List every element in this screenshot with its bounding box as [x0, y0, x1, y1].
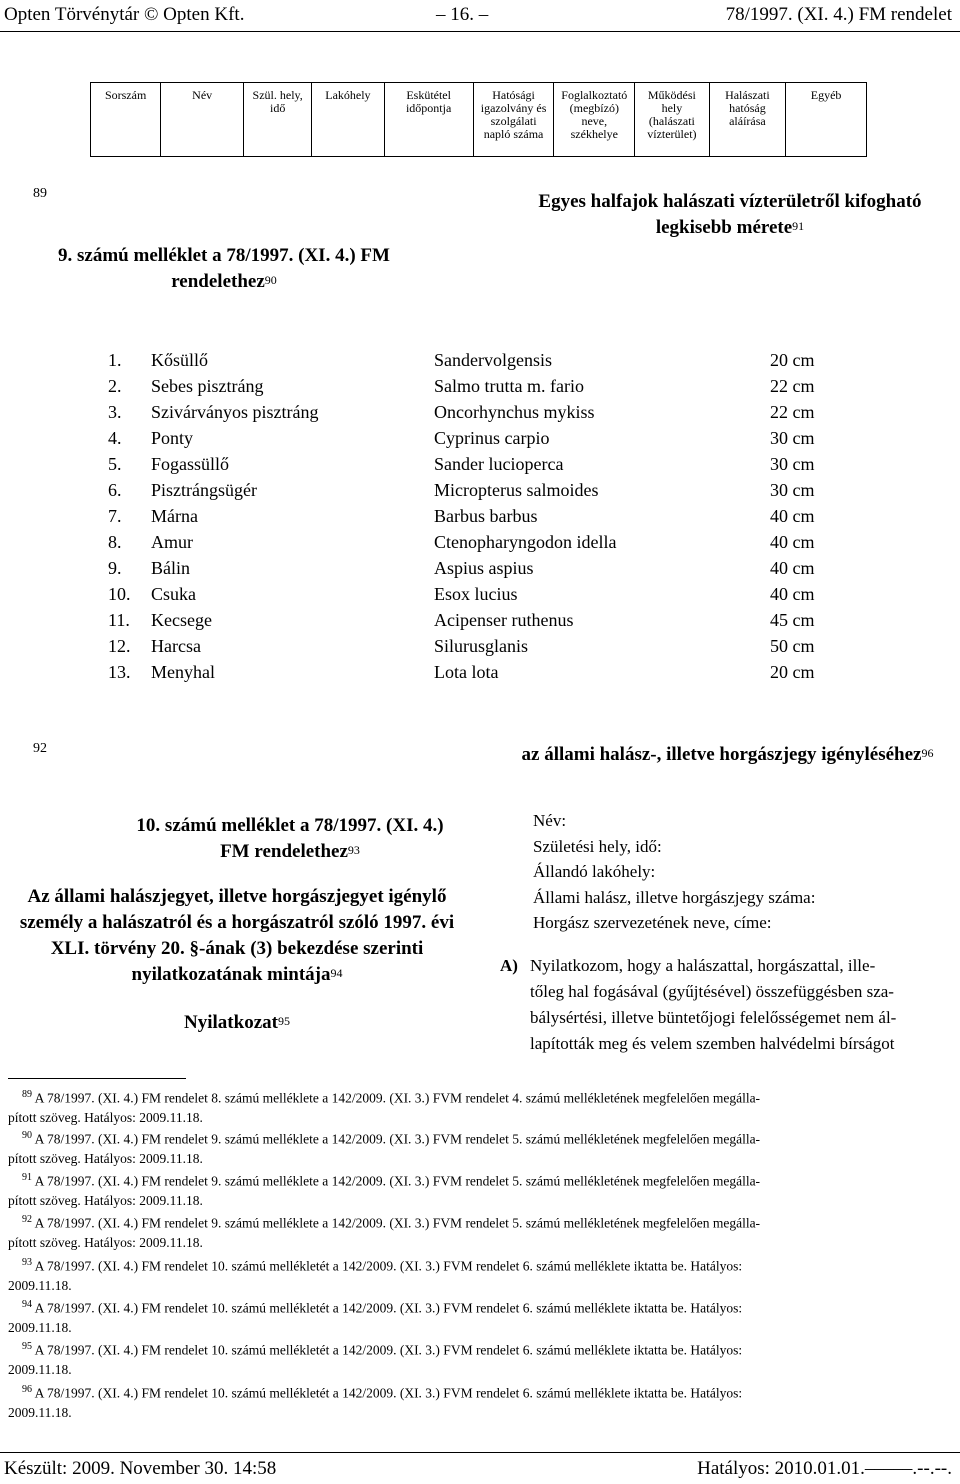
footnote [8, 1337, 956, 1379]
field-license-label: Állami halász, illetve horgászjegy száma: [533, 887, 816, 907]
footnote-text-cont: pított szöveg. Hatályos: 2009.11.18. [8, 1150, 203, 1166]
register-col-header: Sorszám [91, 83, 161, 157]
fish-number: 7. [108, 506, 122, 526]
field-club-label: Horgász szervezetének neve, címe: [533, 913, 772, 932]
annex10-heading [130, 813, 450, 865]
fish-name: Kősüllő [151, 350, 209, 370]
fish-latin: Ctenopharyngodon idella [434, 532, 617, 552]
annex10-right-title-text: az állami halász-, illetve horgászjegy igényléséhez [521, 744, 922, 765]
fish-name: Kecsege [151, 610, 212, 630]
field-name-label: Név: [533, 811, 567, 830]
register-col-header: Foglalkoztató (megbízó) neve, székhelye [554, 83, 635, 157]
annex10-title-text: Az állami halászjegyet, illetve horgászjegyet igénylő személy a halászatról és a horgászatról szóló 1997. évi XLI. törvény 20. §-ának (3) bekezdése szerinti nyilatkozatának mintája [19, 886, 455, 985]
footnote-number: 91 [22, 1172, 32, 1183]
fish-number: 1. [108, 350, 122, 370]
declaration-a-line: lapították meg és velem szemben halvédelmi bírságot [530, 1034, 895, 1053]
fish-name: Ponty [151, 428, 194, 448]
field-birth-label: Születési hely, idő: [533, 836, 662, 856]
annex10-title [4, 884, 470, 988]
header-left: Opten Törvénytár © Opten Kft. [4, 4, 245, 25]
annex9-title-ref: 91 [792, 219, 805, 233]
annex10-title-ref: 94 [330, 966, 343, 980]
annex10-right-title-ref: 96 [921, 746, 934, 760]
annex9-heading-ref: 90 [264, 273, 277, 287]
fish-row [0, 662, 960, 688]
footnote-number: 92 [22, 1214, 32, 1225]
footnote-text-cont: pított szöveg. Hatályos: 2009.11.18. [8, 1109, 203, 1125]
fish-row [0, 454, 960, 480]
footnote [8, 1168, 956, 1210]
footnote-text: A 78/1997. (XI. 4.) FM rendelet 10. számú mellékletét a 142/2009. (XI. 3.) FVM rendelet 6. számú melléklete iktatta be. Hatályos: [34, 1258, 743, 1274]
fish-row [0, 480, 960, 506]
declaration-fields [533, 808, 953, 936]
fish-row [0, 532, 960, 558]
fish-number: 13. [108, 662, 131, 682]
fish-number: 4. [108, 428, 122, 448]
fish-latin: Salmo trutta m. fario [434, 376, 584, 396]
fish-size: 30 cm [770, 428, 815, 448]
declaration-a-line: tőleg hal fogásával (gyűjtésével) összefüggésben sza- [530, 982, 894, 1001]
footnote [8, 1085, 956, 1127]
footnote-text: A 78/1997. (XI. 4.) FM rendelet 10. számú mellékletét a 142/2009. (XI. 3.) FVM rendelet 6. számú melléklete iktatta be. Hatályos: [34, 1385, 743, 1401]
fish-row [0, 636, 960, 662]
annex10-heading-text: 10. számú melléklet a 78/1997. (XI. 4.) FM rendelethez [136, 815, 444, 862]
fish-row [0, 428, 960, 454]
field-address-label: Állandó lakóhely: [533, 862, 656, 881]
footnote [8, 1253, 956, 1295]
fish-size: 20 cm [770, 662, 815, 682]
fish-number: 2. [108, 376, 122, 396]
annex10-footnote-ref: 92 [33, 741, 47, 756]
annex10-subtitle-ref: 95 [277, 1014, 290, 1028]
footnote-text-cont: pított szöveg. Hatályos: 2009.11.18. [8, 1234, 203, 1250]
fish-row [0, 610, 960, 636]
fish-size: 22 cm [770, 376, 815, 396]
fish-row [0, 350, 960, 376]
fish-row [0, 376, 960, 402]
footer-right: Hatályos: 2010.01.01.–––––.--.--. [697, 1458, 952, 1479]
footnote [8, 1126, 956, 1168]
fish-size: 40 cm [770, 532, 815, 552]
footnote-text-cont: pított szöveg. Hatályos: 2009.11.18. [8, 1192, 203, 1208]
footnote-text: A 78/1997. (XI. 4.) FM rendelet 10. számú mellékletét a 142/2009. (XI. 3.) FVM rendelet 6. számú melléklete iktatta be. Hatályos: [34, 1342, 743, 1358]
fish-number: 12. [108, 636, 131, 656]
annex9-heading-text: 9. számú melléklet a 78/1997. (XI. 4.) FM rendelethez [58, 245, 390, 292]
footnote-text: A 78/1997. (XI. 4.) FM rendelet 10. számú mellékletét a 142/2009. (XI. 3.) FVM rendelet 6. számú melléklete iktatta be. Hatályos: [34, 1300, 743, 1316]
fish-row [0, 558, 960, 584]
fish-latin: Sander lucioperca [434, 454, 564, 474]
fish-name: Bálin [151, 558, 190, 578]
footnote [8, 1295, 956, 1337]
footnote-text-cont: 2009.11.18. [8, 1404, 72, 1420]
fish-latin: Micropterus salmoides [434, 480, 599, 500]
fish-latin: Silurusglanis [434, 636, 529, 656]
fish-number: 10. [108, 584, 131, 604]
fish-size: 40 cm [770, 558, 815, 578]
fish-row [0, 506, 960, 532]
footnote-text: A 78/1997. (XI. 4.) FM rendelet 9. számú melléklete a 142/2009. (XI. 3.) FVM rendelet 5. számú mellékletének megfelelően megálla- [34, 1173, 761, 1189]
fish-latin: Cyprinus carpio [434, 428, 550, 448]
footnote-number: 95 [22, 1341, 32, 1352]
declaration-a-line: bálysértési, illetve büntetőjogi felelősségemet nem ál- [530, 1008, 897, 1027]
header-page-number: – 16. – [436, 4, 489, 25]
register-col-header: Működési hely (halászati vízterület) [635, 83, 709, 157]
fish-size: 22 cm [770, 402, 815, 422]
register-table-header-row [91, 83, 867, 157]
fish-name: Amur [151, 532, 193, 552]
fish-name: Márna [151, 506, 198, 526]
fish-latin: Aspius aspius [434, 558, 534, 578]
fish-number: 3. [108, 402, 122, 422]
fish-name: Szivárványos pisztráng [151, 402, 319, 422]
footnote-text-cont: 2009.11.18. [8, 1277, 72, 1293]
fish-name: Fogassüllő [151, 454, 230, 474]
register-col-header: Lakóhely [312, 83, 384, 157]
fish-size: 40 cm [770, 584, 815, 604]
footnote-text-cont: 2009.11.18. [8, 1361, 72, 1377]
register-col-header: Szül. hely, idő [244, 83, 312, 157]
footnote-text: A 78/1997. (XI. 4.) FM rendelet 8. számú melléklete a 142/2009. (XI. 3.) FVM rendelet 4. számú mellékletének megfelelően megálla- [34, 1090, 761, 1106]
declaration-a-line: Nyilatkozom, hogy a halászattal, horgászattal, ille- [530, 956, 876, 975]
fish-number: 6. [108, 480, 122, 500]
fish-latin: Acipenser ruthenus [434, 610, 574, 630]
register-col-header: Név [161, 83, 244, 157]
fish-latin: Sandervolgensis [434, 350, 552, 370]
fish-latin: Esox lucius [434, 584, 518, 604]
footer-left: Készült: 2009. November 30. 14:58 [4, 1458, 277, 1479]
footnote-text: A 78/1997. (XI. 4.) FM rendelet 9. számú melléklete a 142/2009. (XI. 3.) FVM rendelet 5. számú mellékletének megfelelően megálla- [34, 1215, 761, 1231]
declaration-a-label: A) [500, 956, 518, 975]
annex9-footnote-ref: 89 [33, 186, 47, 201]
register-col-header: Halászati hatóság aláírása [709, 83, 786, 157]
footnote-number: 96 [22, 1384, 32, 1395]
fish-size: 30 cm [770, 480, 815, 500]
fish-number: 9. [108, 558, 122, 578]
annex9-title [520, 189, 940, 241]
footnote-number: 94 [22, 1299, 32, 1310]
fish-number: 11. [108, 610, 130, 630]
fish-row [0, 584, 960, 610]
fish-size: 30 cm [770, 454, 815, 474]
fish-size: 40 cm [770, 506, 815, 526]
fish-name: Menyhal [151, 662, 215, 682]
fish-size: 45 cm [770, 610, 815, 630]
fish-name: Csuka [151, 584, 196, 604]
footnote [8, 1380, 956, 1422]
register-table [90, 82, 867, 157]
annex9-heading [4, 243, 444, 295]
fish-size: 20 cm [770, 350, 815, 370]
footnote-number: 89 [22, 1089, 32, 1100]
annex10-subtitle-text: Nyilatkozat [184, 1012, 278, 1033]
fish-size: 50 cm [770, 636, 815, 656]
fish-row [0, 402, 960, 428]
header-rule [0, 31, 960, 32]
fish-number: 8. [108, 532, 122, 552]
header-right: 78/1997. (XI. 4.) FM rendelet [725, 4, 952, 25]
register-col-header: Hatósági igazolvány és szolgálati napló száma [473, 83, 554, 157]
annex10-heading-ref: 93 [347, 843, 360, 857]
fish-name: Harcsa [151, 636, 201, 656]
footnote [8, 1210, 956, 1252]
footnote-separator [8, 1078, 186, 1079]
fish-name: Pisztrángsügér [151, 480, 257, 500]
footnote-number: 93 [22, 1257, 32, 1268]
fish-latin: Oncorhynchus mykiss [434, 402, 595, 422]
fish-number: 5. [108, 454, 122, 474]
declaration-a [500, 953, 956, 1057]
register-col-header: Egyéb [786, 83, 867, 157]
register-col-header: Eskütétel időpontja [384, 83, 473, 157]
fish-latin: Barbus barbus [434, 506, 538, 526]
fish-name: Sebes pisztráng [151, 376, 264, 396]
footer-rule [0, 1452, 960, 1453]
footnote-text: A 78/1997. (XI. 4.) FM rendelet 9. számú melléklete a 142/2009. (XI. 3.) FVM rendelet 5. számú mellékletének megfelelően megálla- [34, 1131, 761, 1147]
annex10-right-title [500, 742, 955, 768]
footnote-number: 90 [22, 1130, 32, 1141]
annex9-title-text: Egyes halfajok halászati vízterületről kifogható legkisebb mérete [538, 191, 922, 238]
fish-latin: Lota lota [434, 662, 499, 682]
footnote-text-cont: 2009.11.18. [8, 1319, 72, 1335]
annex10-subtitle [4, 1010, 470, 1036]
